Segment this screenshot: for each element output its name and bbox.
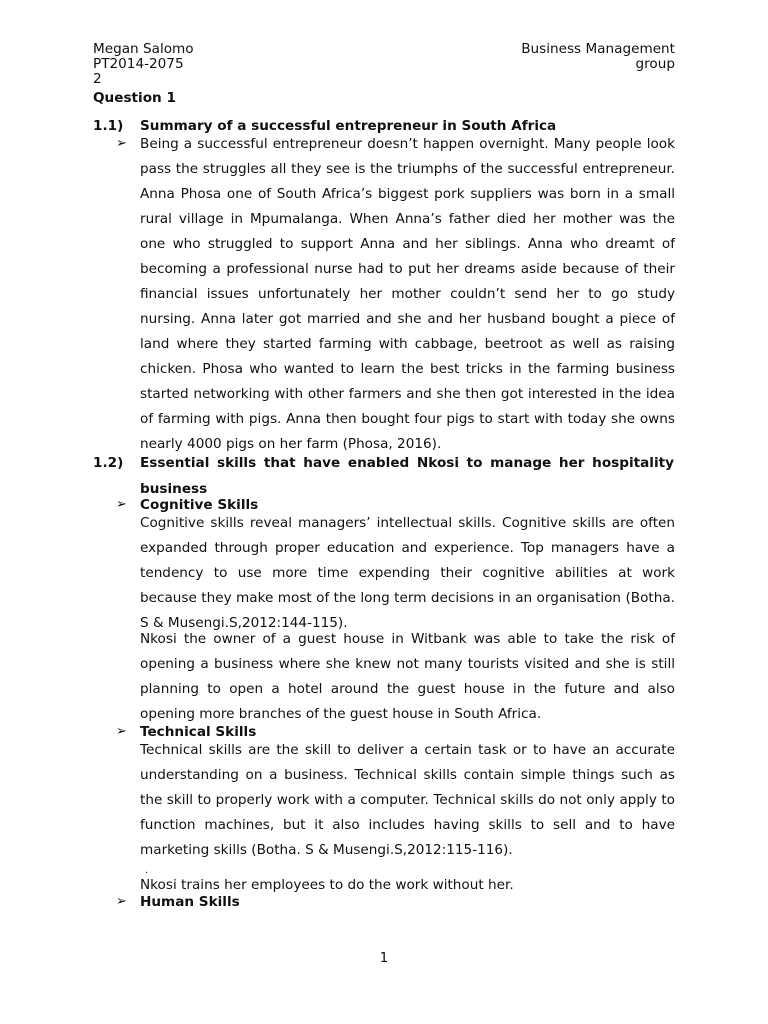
section-1-2-title: Essential skills that have enabled Nkosi to manage her hospitality business xyxy=(140,455,674,497)
section-1-1-number: 1.1) xyxy=(93,118,124,134)
arrow-bullet-icon: ➢ xyxy=(116,724,127,739)
page-number: 1 xyxy=(379,950,389,966)
cognitive-skills-example: Nkosi the owner of a guest house in Witbank was able to take the risk of opening a business where she knew not many tourists visited and she is still planning to open a hotel around the guest house in the future and also opening more branches of the guest house in South Africa. xyxy=(140,631,675,722)
arrow-bullet-icon: ➢ xyxy=(116,497,127,512)
technical-skills-example: Nkosi trains her employees to do the work without her. xyxy=(140,877,514,893)
course-name: Business Management xyxy=(521,41,675,57)
student-number: PT2014-2075 xyxy=(93,56,184,72)
human-skills-heading: Human Skills xyxy=(140,894,240,910)
section-1-1-paragraph: Being a successful entrepreneur doesn’t happen overnight. Many people look pass the struggles all they see is the triumphs of the successful entrepreneur. Anna Phosa one of South Africa’s biggest pork suppliers was born in a small rural village in Mpumalanga. When Anna’s father died her mother was the one who struggled to support Anna and her siblings. Anna who dreamt of becoming a professional nurse had to put her dreams aside because of their financial issues unfortunately her mother couldn’t send her to go study nursing. Anna later got married and she and her husband bought a piece of land where they started farming with cabbage, beetroot as well as raising chicken. Phosa who wanted to learn the best tricks in the farming business started networking with other farmers and she then got interested in the idea of farming with pigs. Anna then bought four pigs to start with today she owns nearly 4000 pigs on her farm (Phosa, 2016). xyxy=(140,136,675,452)
student-number-continued: 2 xyxy=(93,71,102,87)
section-1-2-number: 1.2) xyxy=(93,455,124,471)
section-1-1-title: Summary of a successful entrepreneur in South Africa xyxy=(140,118,557,134)
stray-dot: . xyxy=(145,865,149,876)
arrow-bullet-icon: ➢ xyxy=(116,894,127,909)
question-title: Question 1 xyxy=(93,90,176,106)
header-right xyxy=(521,42,675,72)
header-left xyxy=(93,42,194,87)
cognitive-skills-paragraph: Cognitive skills reveal managers’ intellectual skills. Cognitive skills are often expanded through proper education and experience. Top managers have a tendency to use more time expending their cognitive abilities at work because they make most of the long term decisions in an organisation (Botha. S & Musengi.S,2012:144-115). xyxy=(140,515,675,631)
author-name: Megan Salomo xyxy=(93,41,194,57)
course-name-continued: group xyxy=(635,56,675,72)
technical-skills-heading: Technical Skills xyxy=(140,724,257,740)
technical-skills-paragraph: Technical skills are the skill to deliver a certain task or to have an accurate understanding on a business. Technical skills contain simple things such as the skill to properly work with a computer. Technical skills do not only apply to function machines, but it also includes having skills to sell and to have marketing skills (Botha. S & Musengi.S,2012:115-116). xyxy=(140,742,675,858)
arrow-bullet-icon: ➢ xyxy=(116,136,127,151)
cognitive-skills-heading: Cognitive Skills xyxy=(140,497,259,513)
